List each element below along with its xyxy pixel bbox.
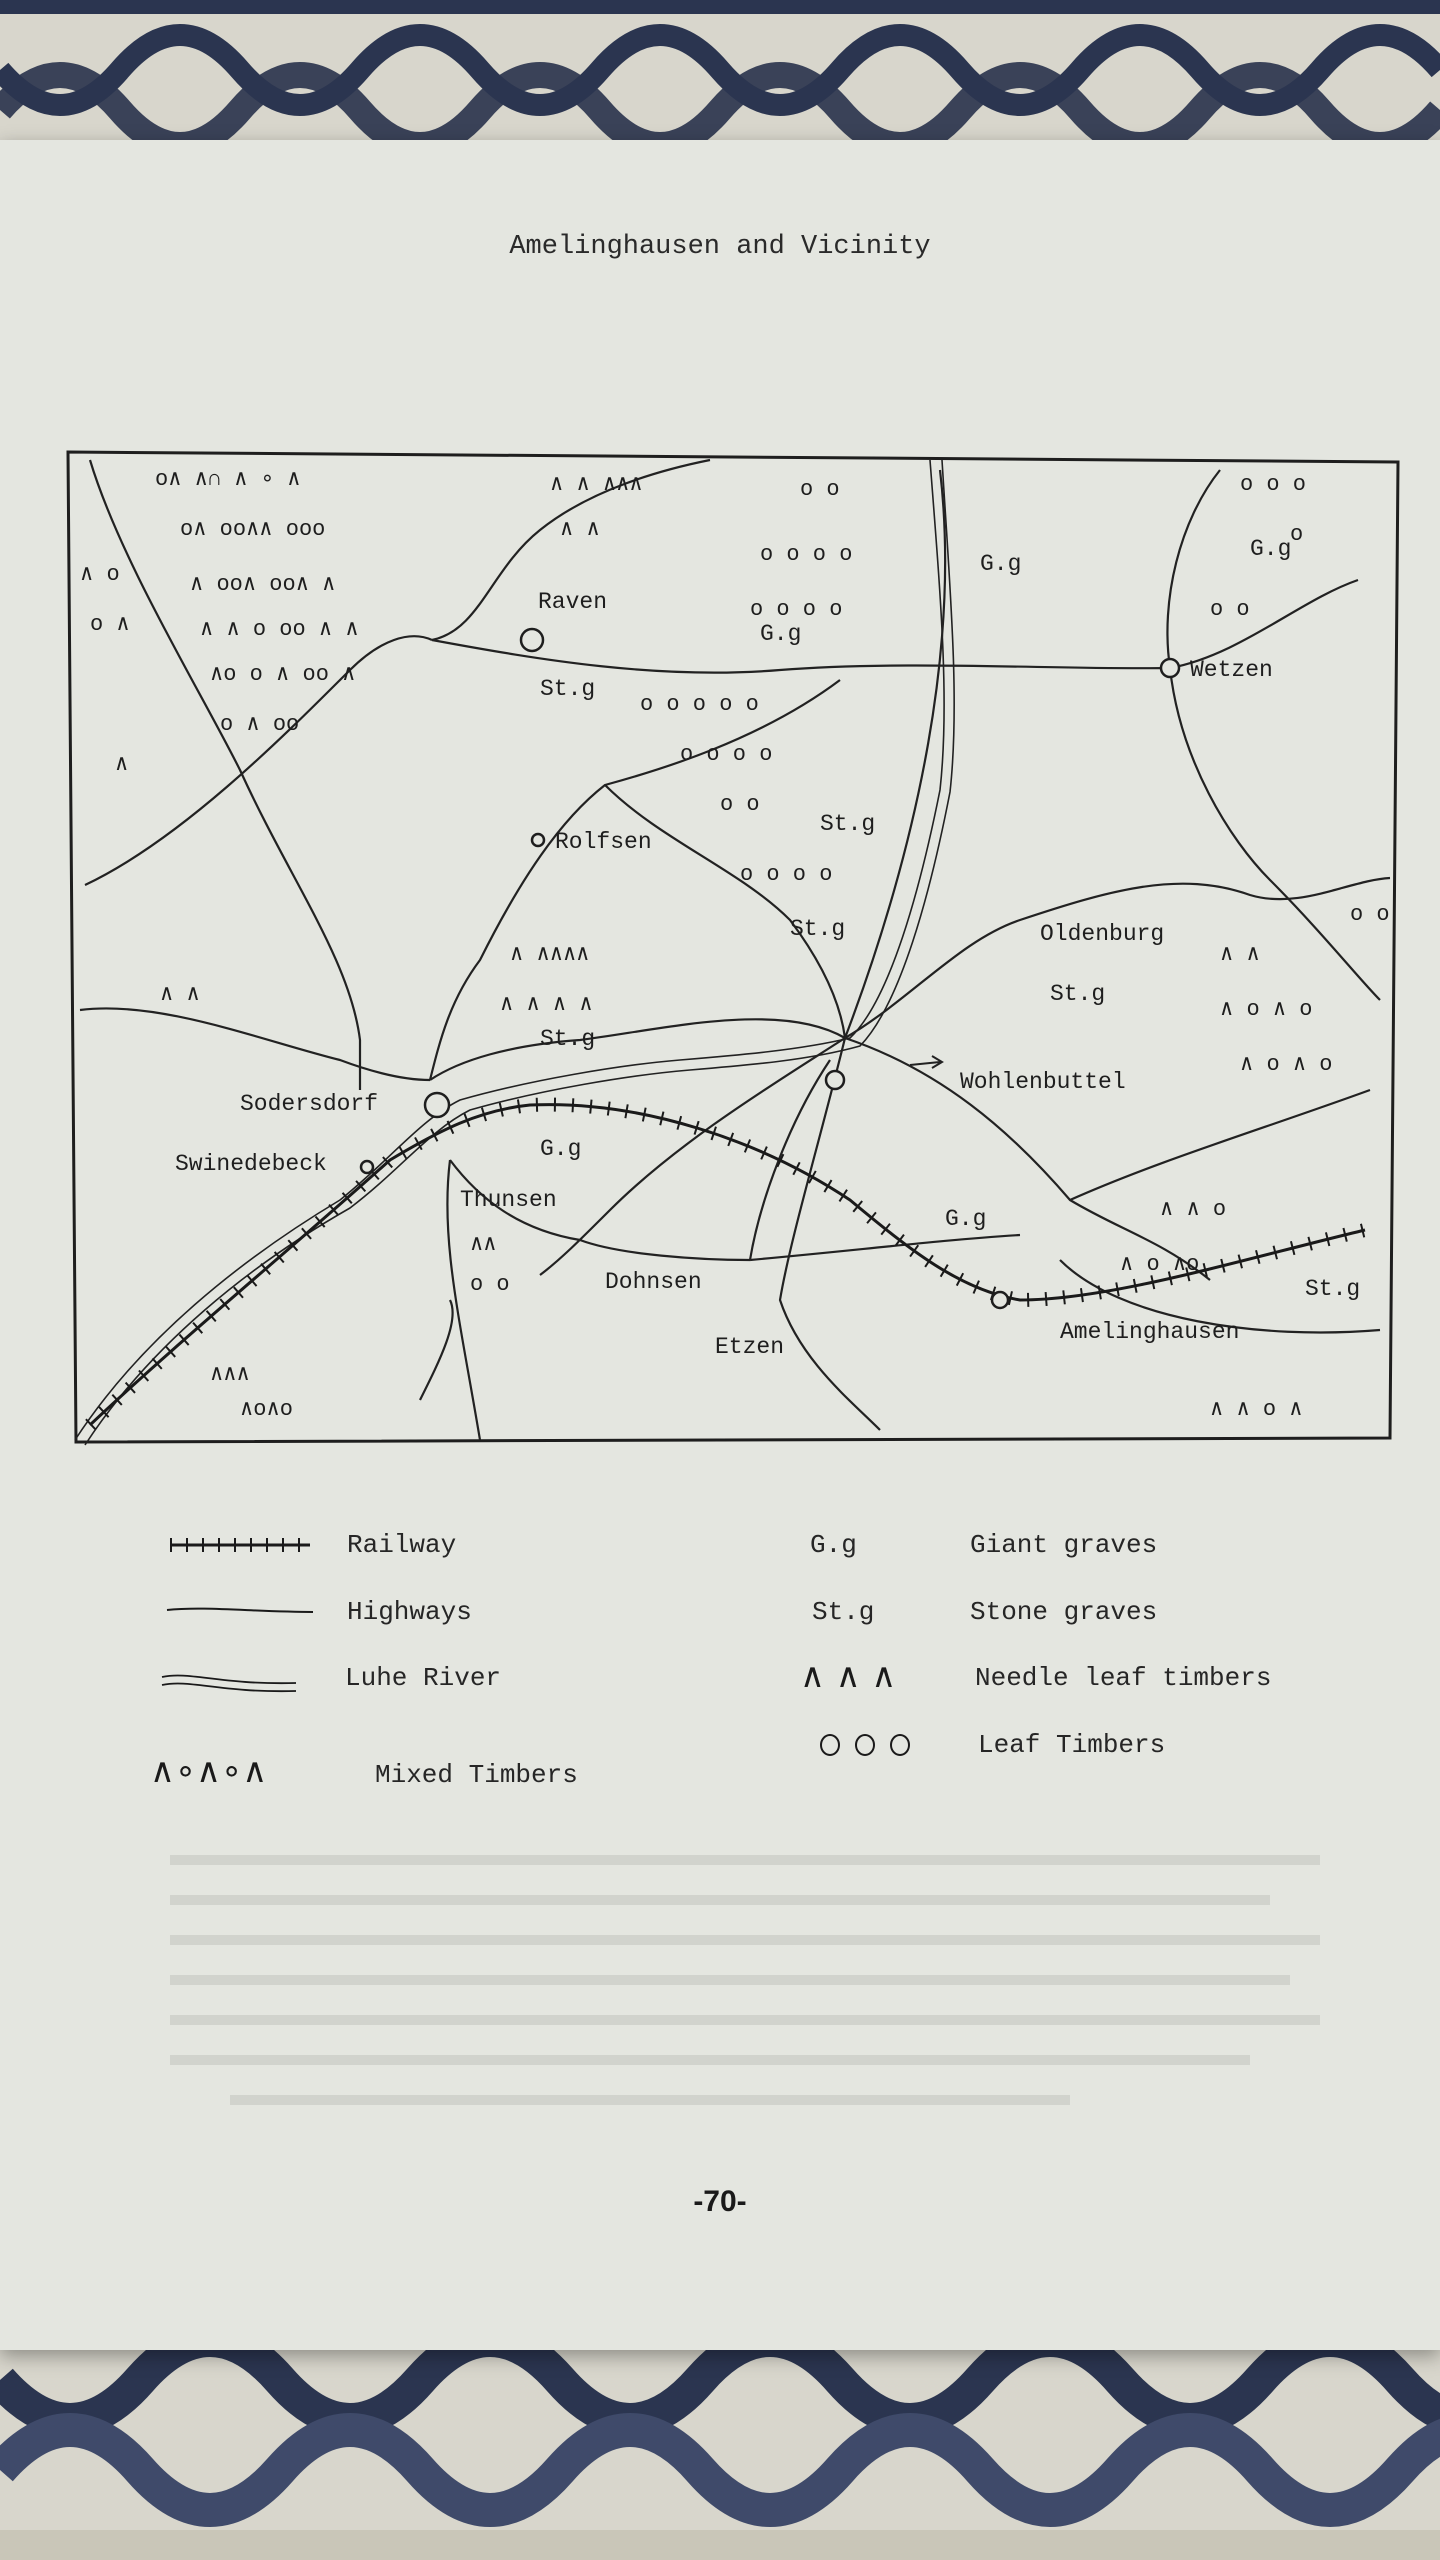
forest-leaf-c-3: o o: [720, 792, 760, 817]
legend-river: Luhe River: [345, 1663, 502, 1693]
forest-mixed-nw: o∧ ∧∩ ∧ ∘ ∧: [155, 467, 301, 492]
legend-railway-symbol: [168, 1530, 313, 1560]
page-number: -70-: [693, 2185, 747, 2218]
label-rolfsen: Rolfsen: [555, 829, 652, 855]
legend-stone: Stone graves: [970, 1597, 1158, 1627]
label-thunsen: Thunsen: [460, 1187, 557, 1213]
forest-mixed-se-2: ∧ o ∧o: [1120, 1252, 1200, 1277]
label-wetzen: Wetzen: [1190, 657, 1273, 683]
legend-giant: Giant graves: [970, 1530, 1158, 1560]
town-swinedebeck: [361, 1161, 373, 1173]
forest-leaf-ne-2: o: [1290, 522, 1304, 547]
rug-top-border: [0, 0, 1440, 160]
forest-mixed-se: ∧ ∧ o: [1160, 1197, 1227, 1222]
town-raven: [521, 629, 543, 651]
label-oldenburg: Oldenburg: [1040, 921, 1165, 947]
town-rolfsen: [532, 834, 544, 846]
forest-leaf-ne-3: o o: [1210, 597, 1250, 622]
code-stg-6: St.g: [1305, 1276, 1361, 1302]
wohlenbuttel-arrow: [910, 1056, 942, 1068]
forest-leaf-c: o o o o o: [640, 692, 759, 717]
grave-codes: [540, 536, 1360, 1302]
forest-needle-s: ∧∧: [470, 1232, 497, 1257]
forest-needle-c-2: ∧ ∧ ∧ ∧: [500, 992, 593, 1017]
svg-text:∧ ∧ ∧: ∧ ∧ ∧: [800, 1656, 897, 1695]
forest-needle-w: ∧ o: [80, 562, 120, 587]
forest-leaf-c-2: o o o o: [680, 742, 773, 767]
rug-bottom-border: [0, 2330, 1440, 2560]
forest-leaf-e: o o: [1350, 902, 1390, 927]
code-gg-1: G.g: [980, 551, 1022, 577]
label-wohlenbuttel: Wohlenbuttel: [960, 1069, 1126, 1095]
map: [60, 440, 1400, 1450]
legend-leaf: Leaf Timbers: [978, 1730, 1166, 1760]
town-wetzen: [1161, 659, 1179, 677]
code-stg-2: St.g: [820, 811, 876, 837]
map-title: Amelinghausen and Vicinity: [509, 232, 931, 262]
label-dohnsen: Dohnsen: [605, 1269, 702, 1295]
code-gg-3: G.g: [760, 621, 802, 647]
forest-leaf-n-3: o o o o: [750, 597, 843, 622]
forest-mixed-nw-4: ∧ ∧ o oo ∧ ∧: [200, 617, 359, 642]
town-amelinghausen: [992, 1292, 1008, 1308]
legend-leaf-symbol: [815, 1725, 925, 1761]
forest-needle-w-4: ∧ ∧: [160, 982, 200, 1007]
forest-leaf-s: o o: [470, 1272, 510, 1297]
legend-mixed: Mixed Timbers: [375, 1760, 578, 1790]
forest-needle-w-3: ∧: [115, 752, 129, 777]
legend-highways: Highways: [347, 1597, 472, 1627]
forest-needle-n: ∧ ∧ ∧∧∧: [550, 472, 643, 497]
forest-symbols: [80, 467, 1390, 1422]
code-stg-5: St.g: [540, 1026, 596, 1052]
map-frame: [68, 452, 1398, 1442]
forest-leaf-n-2: o o o o: [760, 542, 853, 567]
legend-railway: Railway: [347, 1530, 457, 1560]
label-raven: Raven: [538, 589, 608, 615]
label-sodersdorf: Sodersdorf: [240, 1091, 379, 1117]
forest-mixed-nw-6: o ∧ oo: [220, 712, 300, 737]
highways: [80, 460, 1390, 1440]
forest-needle-n-2: ∧ ∧: [560, 517, 600, 542]
legend-mixed-symbol: [150, 1750, 350, 1790]
code-stg-3: St.g: [790, 916, 846, 942]
forest-leaf-ne: o o o: [1240, 472, 1307, 497]
town-wohlenbuttel: [826, 1071, 844, 1089]
forest-mixed-s: ∧ ∧ o ∧: [1210, 1397, 1303, 1422]
code-stg-4: St.g: [1050, 981, 1106, 1007]
forest-mixed-nw-2: o∧ oo∧∧ ooo: [180, 517, 326, 542]
forest-mixed-e-2: ∧ o ∧ o: [1220, 997, 1313, 1022]
forest-needle-sw-2: ∧o∧o: [240, 1397, 293, 1422]
label-amelinghausen: Amelinghausen: [1060, 1319, 1240, 1345]
legend-needle: Needle leaf timbers: [975, 1663, 1272, 1693]
forest-mixed-e-3: ∧ o ∧ o: [1240, 1052, 1333, 1077]
forest-leaf-n: o o: [800, 477, 840, 502]
code-gg-5: G.g: [945, 1206, 987, 1232]
label-swinedebeck: Swinedebeck: [175, 1151, 327, 1177]
forest-mixed-e: ∧ ∧: [1220, 942, 1260, 967]
code-gg-4: G.g: [540, 1136, 582, 1162]
legend-highways-symbol: [165, 1600, 315, 1620]
forest-needle-c: ∧ ∧∧∧∧: [510, 942, 590, 967]
forest-mixed-nw-3: ∧ oo∧ oo∧ ∧: [190, 572, 336, 597]
forest-needle-sw: ∧∧∧: [210, 1362, 250, 1387]
legend-needle-symbol: [800, 1655, 930, 1695]
legend-stone-code: St.g: [812, 1597, 875, 1627]
forest-needle-w-2: o ∧: [90, 612, 130, 637]
town-sodersdorf: [425, 1093, 449, 1117]
forest-leaf-c-4: o o o o: [740, 862, 833, 887]
forest-mixed-nw-5: ∧o o ∧ oo ∧: [210, 662, 356, 687]
legend-river-symbol: [160, 1665, 300, 1695]
show-through-text: [170, 1840, 1320, 2140]
code-gg-2: G.g: [1250, 536, 1292, 562]
label-etzen: Etzen: [715, 1334, 785, 1360]
legend-giant-code: G.g: [810, 1530, 857, 1560]
svg-text:∧∘∧∘∧: ∧∘∧∘∧: [150, 1751, 268, 1790]
code-stg-1: St.g: [540, 676, 596, 702]
